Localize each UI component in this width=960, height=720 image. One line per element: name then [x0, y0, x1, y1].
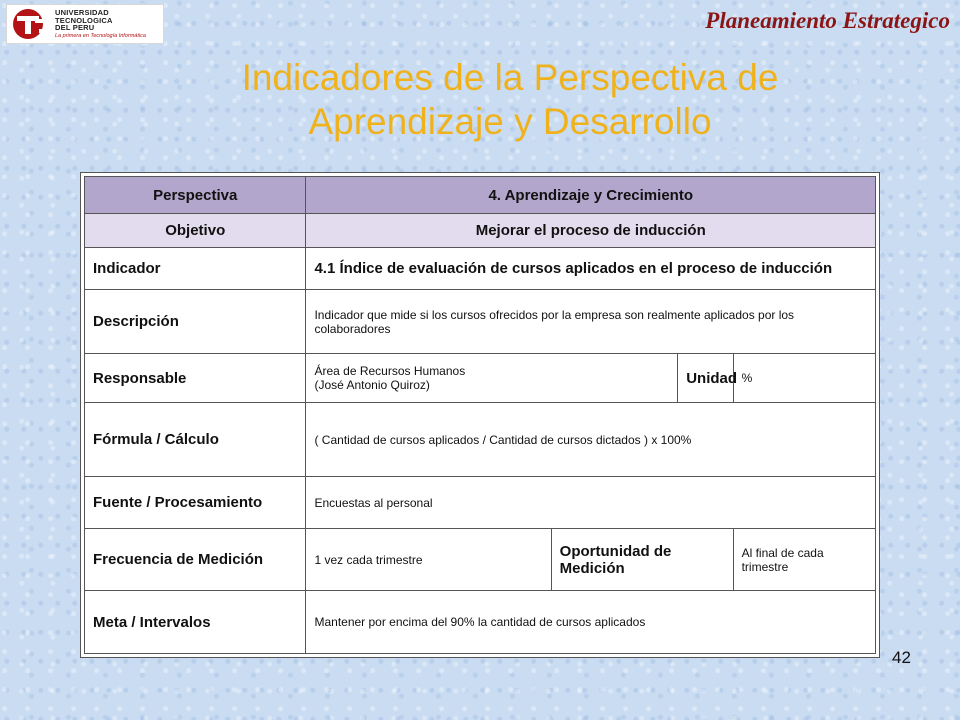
- university-logo: [6, 4, 164, 44]
- table-row-objetivo: [85, 214, 876, 247]
- page-number: 42: [892, 648, 911, 667]
- meta-value: Mantener por encima del 90% la cantidad de cursos aplicados: [306, 591, 876, 654]
- table-row-descripcion: [85, 289, 876, 354]
- meta-label: Meta / Intervalos: [85, 591, 306, 654]
- formula-value: ( Cantidad de cursos aplicados / Cantidad de cursos dictados ) x 100%: [306, 402, 876, 477]
- responsable-person: (José Antonio Quiroz): [314, 378, 430, 393]
- formula-label: Fórmula / Cálculo: [85, 402, 306, 477]
- logo-text: [55, 9, 146, 39]
- table-row-responsable: [85, 354, 876, 402]
- responsable-value: [306, 354, 678, 402]
- perspectiva-value: 4. Aprendizaje y Crecimiento: [306, 177, 876, 214]
- slide-title-line-2: Aprendizaje y Desarrollo: [308, 101, 712, 142]
- table-row-indicador: [85, 247, 876, 289]
- slide-title-line-1: Indicadores de la Perspectiva de: [241, 57, 779, 98]
- unidad-label: Unidad: [678, 354, 733, 402]
- indicador-label: Indicador: [85, 247, 306, 289]
- indicador-value: 4.1 Índice de evaluación de cursos aplicados en el proceso de inducción: [306, 247, 876, 289]
- oportunidad-value: Al final de cada trimestre: [733, 528, 875, 591]
- fuente-label: Fuente / Procesamiento: [85, 477, 306, 528]
- objetivo-label: Objetivo: [85, 214, 306, 247]
- logo-line-2: TECNOLOGICA: [55, 15, 113, 25]
- table-row-meta: [85, 591, 876, 654]
- slide-title: [160, 56, 860, 144]
- logo-line-3: DEL PERU: [55, 23, 95, 32]
- descripcion-label: Descripción: [85, 289, 306, 354]
- objetivo-value: Mejorar el proceso de inducción: [306, 214, 876, 247]
- indicator-table-grid: [84, 176, 876, 654]
- indicator-table: [80, 172, 880, 658]
- frecuencia-label: Frecuencia de Medición: [85, 528, 306, 591]
- course-header: Planeamiento Estrategico: [705, 8, 950, 33]
- table-row-fuente: [85, 477, 876, 528]
- responsable-area: Área de Recursos Humanos: [314, 364, 466, 379]
- table-row-formula: [85, 402, 876, 477]
- logo-tagline: La primera en Tecnología Informática: [55, 32, 146, 39]
- table-row-perspectiva: [85, 177, 876, 214]
- fuente-value: Encuestas al personal: [306, 477, 876, 528]
- descripcion-value: Indicador que mide si los cursos ofrecidos por la empresa son realmente aplicados por los colaboradores: [306, 289, 876, 354]
- unidad-value: %: [733, 354, 875, 402]
- logo-line-1: UNIVERSIDAD: [55, 8, 109, 17]
- table-row-frecuencia: [85, 528, 876, 591]
- responsable-label: Responsable: [85, 354, 306, 402]
- frecuencia-value: 1 vez cada trimestre: [306, 528, 551, 591]
- oportunidad-label: Oportunidad de Medición: [551, 528, 733, 591]
- utp-logo-icon: [11, 7, 51, 41]
- perspectiva-label: Perspectiva: [85, 177, 306, 214]
